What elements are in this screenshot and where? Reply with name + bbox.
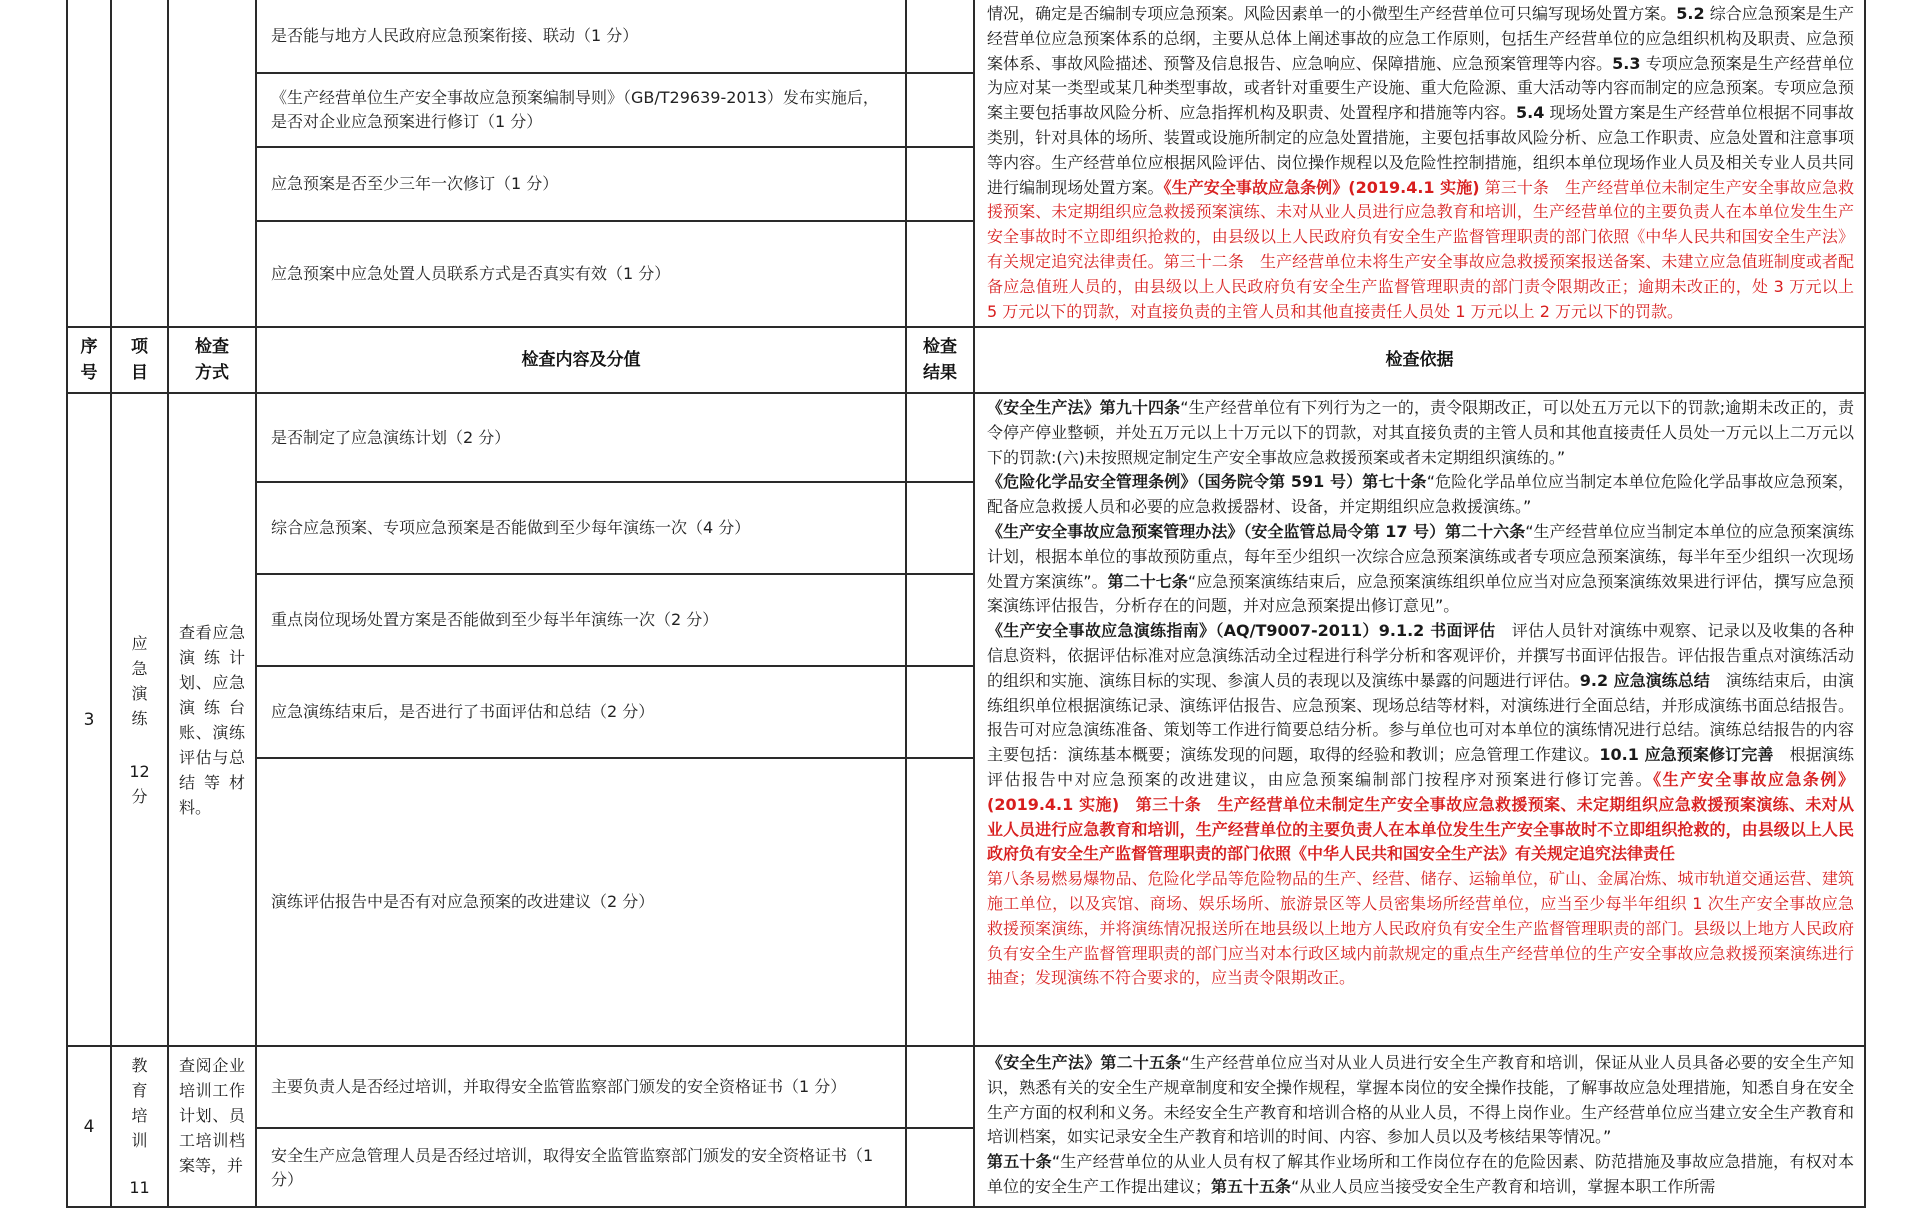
check-item: 是否能与地方人民政府应急预案衔接、联动（1 分） xyxy=(271,26,639,45)
project-score: 11 xyxy=(129,1178,150,1197)
check-item: 《生产经营单位生产安全事故应急预案编制导则》（GB/T29639-2013）发布实施后，是否对企业应急预案进行修订（1 分） xyxy=(271,88,879,131)
check-item: 演练评估报告中是否有对应急预案的改进建议（2 分） xyxy=(271,892,655,911)
project-name: 教育培训 xyxy=(131,1056,148,1150)
column-divider xyxy=(905,0,907,1208)
basis-text-section3: 《安全生产法》第九十四条“生产经营单位有下列行为之一的，责令限期改正，可以处五万元以下的罚款;逾期未改正的，责令停产停业整顿，并处五万元以上十万元以下的罚款，对其直接负责的主管人员和其他直接责任人员处一万元以上二万元以下的罚款:(六)未按照规定制定生产安全事故应急救援预案或者未定期组织演练的。” 《危险化学品安全管理条例》（国务院令第 591 号）第七十条“危险化学品单位应当制定本单位危险化学品事故应急预案，配备应急救援人员和必要的应急救援器材、设备，并定期组织应急救援演练。” 《生产安全事故应急预案管理办法》（安全监管总局令第 17 号）第二十六条“生产经营单位应当制定本单位的应急预案演练计划，根据本单位的事故预防重点，每年至少组织一次综合应急预案演练或者专项应急预案演练，每半年至少组织一次现场处置方案演练”。第二十七条“应急预案演练结束后，应急预案演练组织单位应当对应急预案演练效果进行评估，撰写应急预案演练评估报告，分析存在的问题，并对应急预案提出修订意见”。 《生产安全事故应急演练指南》（AQ/T9007-2011）9.1.2 书面评估 评估人员针对演练中观察、记录以及收集的各种信息资料，依据评估标准对应急演练活动全过程进行科学分析和客观评价，并撰写书面评估报告。评估报告重点对演练活动的组织和实施、演练目标的实现、参演人员的表现以及演练中暴露的问题进行评估。9.2 应急演练总结 演练结束后，由演练组织单位根据演练记录、演练评估报告、应急预案、现场总结等材料，对演练进行全面总结，并形成演练书面总结报告。报告可对应急演练准备、策划等工作进行简要总结分析。参与单位也可对本单位的演练情况进行总结。演练总结报告的内容主要包括：演练基本概要；演练发现的问题，取得的经验和教训；应急管理工作建议。10.1 应急预案修订完善 根据演练评估报告中对应急预案的改进建议，由应急预案编制部门按程序对预案进行修订完善。《生产安全事故应急条例》(2019.4.1 实施) 第三十条 生产经营单位未制定生产安全事故应急救援预案、未定期组织应急救援预案演练、未对从业人员进行应急教育和培训，生产经营单位的主要负责人在本单位发生生产安全事故时不立即组织抢救的，由县级以上人民政府负有安全生产监督管理职责的部门依照《中华人民共和国安全生产法》有关规定追究法律责任 第八条易燃易爆物品、危险化学品等危险物品的生产、经营、储存、运输单位，矿山、金属冶炼、城市轨道交通运营、建筑施工单位，以及宾馆、商场、娱乐场所、旅游景区等人员密集场所经营单位，应当至少每半年组织 1 次生产安全事故应急救援预案演练，并将演练情况报送所在地县级以上地方人民政府负有安全生产监督管理职责的部门。县级以上地方人民政府负有安全生产监督管理职责的部门应当对本行政区域内前款规定的重点生产经营单位的生产安全事故应急救援预案演练进行抽查；发现演练不符合要求的，应当责令限期改正。 xyxy=(987,398,1854,988)
check-method-text: 查看应急演练计划、应急演练台账、演练评估与总结等材料。 xyxy=(179,622,245,817)
project-score: 12分 xyxy=(129,761,150,806)
section-project xyxy=(112,394,167,1045)
check-item: 应急演练结束后，是否进行了书面评估和总结（2 分） xyxy=(271,702,655,721)
header-basis: 检查依据 xyxy=(1385,350,1454,370)
check-item: 是否制定了应急演练计划（2 分） xyxy=(271,427,511,447)
project-name: 应急演练 xyxy=(131,633,148,728)
inspection-table xyxy=(66,0,1866,1208)
check-method xyxy=(169,1047,255,1206)
basis-text-section4: 《安全生产法》第二十五条“生产经营单位应当对从业人员进行安全生产教育和培训，保证从业人员具备必要的安全生产知识，熟悉有关的安全生产规章制度和安全操作规程，掌握本岗位的安全操作技能，了解事故应急处理措施，知悉自身在安全生产方面的权利和义务。未经安全生产教育和培训合格的从业人员，不得上岗作业。生产经营单位应当建立安全生产教育和培训档案，如实记录安全生产教育和培训的时间、内容、参加人员以及考核结果等情况。” 第五十条“生产经营单位的从业人员有权了解其作业场所和工作岗位存在的危险因素、防范措施及事故应急措施，有权对本单位的安全生产工作提出建议；第五十五条“从业人员应当接受安全生产教育和培训，掌握本职工作所需 xyxy=(987,1053,1854,1196)
check-method xyxy=(169,394,255,1045)
section-number: 4 xyxy=(83,1116,95,1137)
check-item: 应急预案中应急处置人员联系方式是否真实有效（1 分） xyxy=(271,264,671,283)
check-item: 综合应急预案、专项应急预案是否能做到至少每年演练一次（4 分） xyxy=(271,518,751,537)
header-seq: 序 号 xyxy=(80,337,98,383)
basis-text-top: 情况，确定是否编制专项应急预案。风险因素单一的小微型生产经营单位可只编写现场处置方案。5.2 综合应急预案是生产经营单位应急预案体系的总纲，主要从总体上阐述事故的应急工作原则，包括生产经营单位的应急组织机构及职责、应急预案体系、事故风险描述、预警及信息报告、应急响应、保障措施、应急预案管理等内容。5.3 专项应急预案是生产经营单位为应对某一类型或某几种类型事故，或者针对重要生产设施、重大危险源、重大活动等内容而制定的应急预案。专项应急预案主要包括事故风险分析、应急指挥机构及职责、处置程序和措施等内容。5.4 现场处置方案是生产经营单位根据不同事故类别，针对具体的场所、装置或设施所制定的应急处置措施，主要包括事故风险分析、应急工作职责、应急处置和注意事项等内容。生产经营单位应根据风险评估、岗位操作规程以及危险性控制措施，组织本单位现场作业人员及相关专业人员共同进行编制现场处置方案。《生产安全事故应急条例》(2019.4.1 实施) 第三十条 生产经营单位未制定生产安全事故应急救援预案、未定期组织应急救援预案演练、未对从业人员进行应急教育和培训，生产经营单位的主要负责人在本单位发生生产安全事故时不立即组织抢救的，由县级以上人民政府负有安全生产监督管理职责的部门依照《中华人民共和国安全生产法》有关规定追究法律责任。第三十二条 生产经营单位未将生产安全事故应急救援预案报送备案、未建立应急值班制度或者配备应急值班人员的，由县级以上人民政府负有安全生产监督管理职责的部门责令限期改正；逾期未改正的，处 3 万元以上 5 万元以下的罚款，对直接负责的主管人员和其他直接责任人员处 1 万元以上 2 万元以下的罚款。 xyxy=(987,4,1854,321)
section-project xyxy=(112,1047,167,1206)
header-project: 项 目 xyxy=(131,337,148,383)
section-number: 3 xyxy=(83,709,95,730)
check-item: 应急预案是否至少三年一次修订（1 分） xyxy=(271,174,559,193)
header-result: 检查 结果 xyxy=(923,337,957,383)
table-border-right xyxy=(1864,0,1866,1208)
check-method-text: 查阅企业培训工作计划、员工培训档案等，并 xyxy=(179,1056,245,1175)
header-method: 检查 方式 xyxy=(195,337,229,383)
check-item: 重点岗位现场处置方案是否能做到至少每半年演练一次（2 分） xyxy=(271,610,719,629)
check-item: 安全生产应急管理人员是否经过培训，取得安全监管监察部门颁发的安全资格证书（1 分） xyxy=(271,1145,874,1189)
header-content: 检查内容及分值 xyxy=(521,350,641,370)
check-item: 主要负责人是否经过培训，并取得安全监管监察部门颁发的安全资格证书（1 分） xyxy=(271,1077,847,1096)
